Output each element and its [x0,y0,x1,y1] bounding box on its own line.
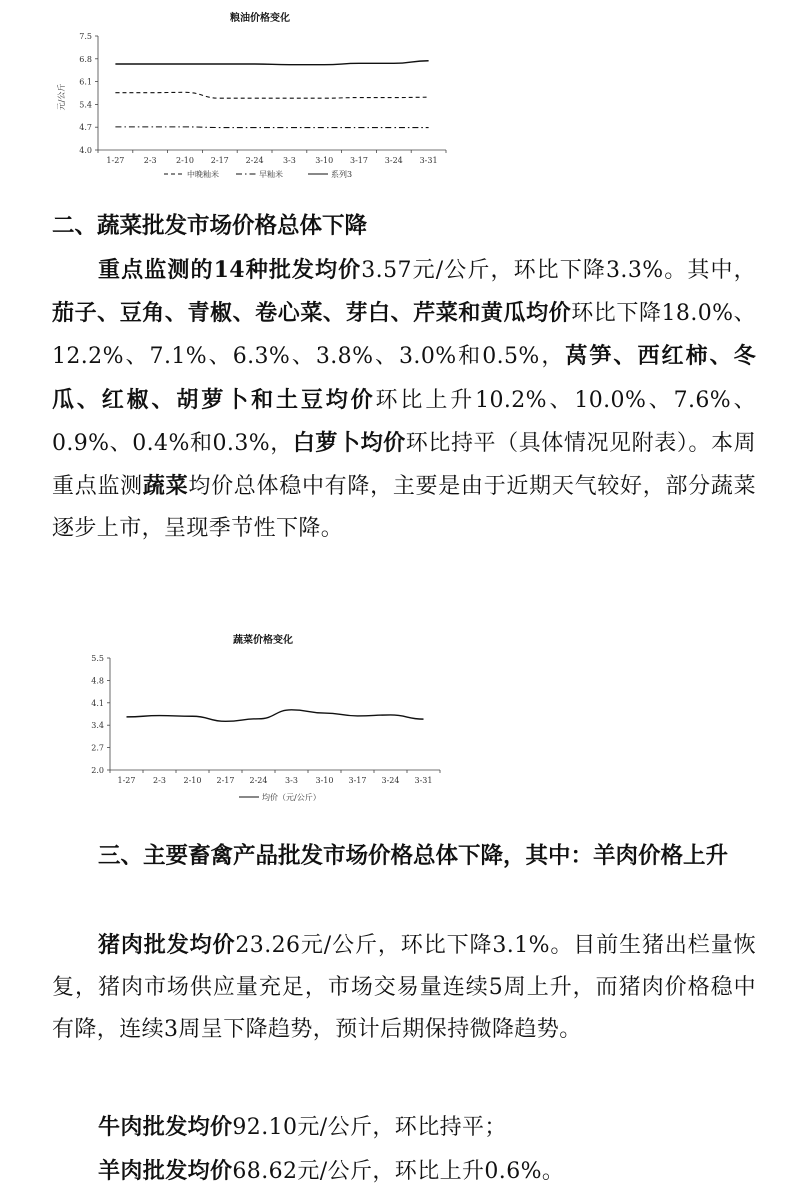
grain-oil-price-chart [50,5,450,190]
y-tick-label: 4.7 [79,123,92,133]
bold-phrase: 羊肉批发均价 [98,1158,233,1184]
beef-paragraph [52,1106,756,1149]
vegetable-chart-svg [80,625,450,810]
legend-entry: 均价（元/公斤） [262,793,321,802]
x-tick-label: 3-31 [419,156,438,165]
y-tick-label: 6.1 [79,77,92,87]
text-run: 68.62元/公斤，环比上升0.6%。 [232,1159,565,1184]
legend-entry: 早籼米 [259,170,283,179]
x-tick-label: 3-31 [414,776,433,785]
series-line-3 [115,61,428,65]
bold-phrase: 重点监测的14种批发均价 [98,257,362,283]
x-tick-label: 3-10 [315,776,334,785]
bold-phrase: 白萝卜均价 [292,429,406,456]
pork-paragraph [52,924,756,1052]
y-tick-label: 7.5 [79,32,92,41]
livestock-section-heading: 三、主要畜禽产品批发市场价格总体下降，其中：羊肉价格上升 [98,843,729,869]
x-tick-label: 2-24 [245,156,264,165]
x-tick-label: 3-24 [381,776,400,785]
y-tick-label: 3.4 [91,721,104,731]
x-tick-label: 1-27 [106,156,125,165]
vegetable-section-heading: 二、蔬菜批发市场价格总体下降 [52,213,368,239]
text-run: 3.57元/公斤，环比下降3.3%。其中， [361,258,756,283]
bold-phrase: 蔬菜 [142,473,189,500]
x-tick-label: 3-17 [348,776,367,785]
y-tick-label: 5.4 [79,100,92,110]
chart-title: 蔬菜价格变化 [233,635,293,646]
bold-phrase: 牛肉批发均价 [98,1114,233,1140]
y-tick-label: 4.1 [91,698,104,708]
series-line-1 [115,92,428,98]
chart-title: 粮油价格变化 [230,13,290,24]
y-tick-label: 2.7 [91,743,104,753]
y-tick-label: 6.8 [79,54,92,64]
y-tick-label: 4.8 [91,676,104,686]
x-tick-label: 3-24 [384,156,403,165]
x-tick-label: 2-3 [153,776,166,785]
x-tick-label: 1-27 [117,776,136,785]
x-tick-label: 2-24 [249,776,268,785]
legend-entry: 系列3 [331,170,353,179]
bold-phrase: 猪肉批发均价 [98,932,236,958]
x-tick-label: 2-10 [183,776,202,785]
x-tick-label: 3-3 [282,156,296,165]
y-tick-label: 5.5 [91,654,104,663]
bold-phrase: 莴笋、西红柿、冬瓜、红椒、胡萝卜和土豆均价 [52,343,756,413]
text-run: 92.10元/公斤，环比持平； [232,1115,507,1140]
x-tick-label: 3-17 [350,156,368,165]
text-run: 环比下降18.0%、12.2%、7.1%、6.3%、3.8%、3.0%和0.5%， [52,301,756,370]
series-line-2 [115,127,428,128]
text-run: 均价总体稳中有降，主要是由于近期天气较好，部分蔬菜逐步上市，呈现季节性下降。 [52,474,756,542]
y-tick-label: 4.0 [79,146,92,155]
grain-oil-chart-svg [50,5,450,190]
text-run: 环比持平（具体情况见附表）。本周重点监测 [52,430,756,500]
vegetable-paragraph [52,249,756,550]
x-tick-label: 2-17 [216,776,235,785]
y-axis-label: 元/公斤 [57,83,66,111]
text-run: 环比上升10.2%、10.0%、7.6%、0.9%、0.4%和0.3%， [52,387,757,456]
text-run: 23.26元/公斤，环比下降3.1%。目前生猪出栏量恢复，猪肉市场供应量充足，市场交易量连续5周上升，而猪肉价格稳中有降，连续3周呈下降趋势，预计后期保持微降趋势。 [52,933,756,1043]
legend-entry: 中晚籼米 [187,170,219,179]
x-tick-label: 3-3 [285,776,298,785]
y-tick-label: 2.0 [91,766,104,775]
x-tick-label: 2-17 [210,156,229,165]
vegetable-price-chart [80,625,450,810]
x-tick-label: 2-3 [143,156,157,165]
mutton-paragraph [52,1150,756,1193]
x-tick-label: 2-10 [176,156,194,165]
series-line-1 [127,710,424,722]
bold-phrase: 茄子、豆角、青椒、卷心菜、芽白、芹菜和黄瓜均价 [52,300,572,327]
x-tick-label: 3-10 [315,156,334,165]
